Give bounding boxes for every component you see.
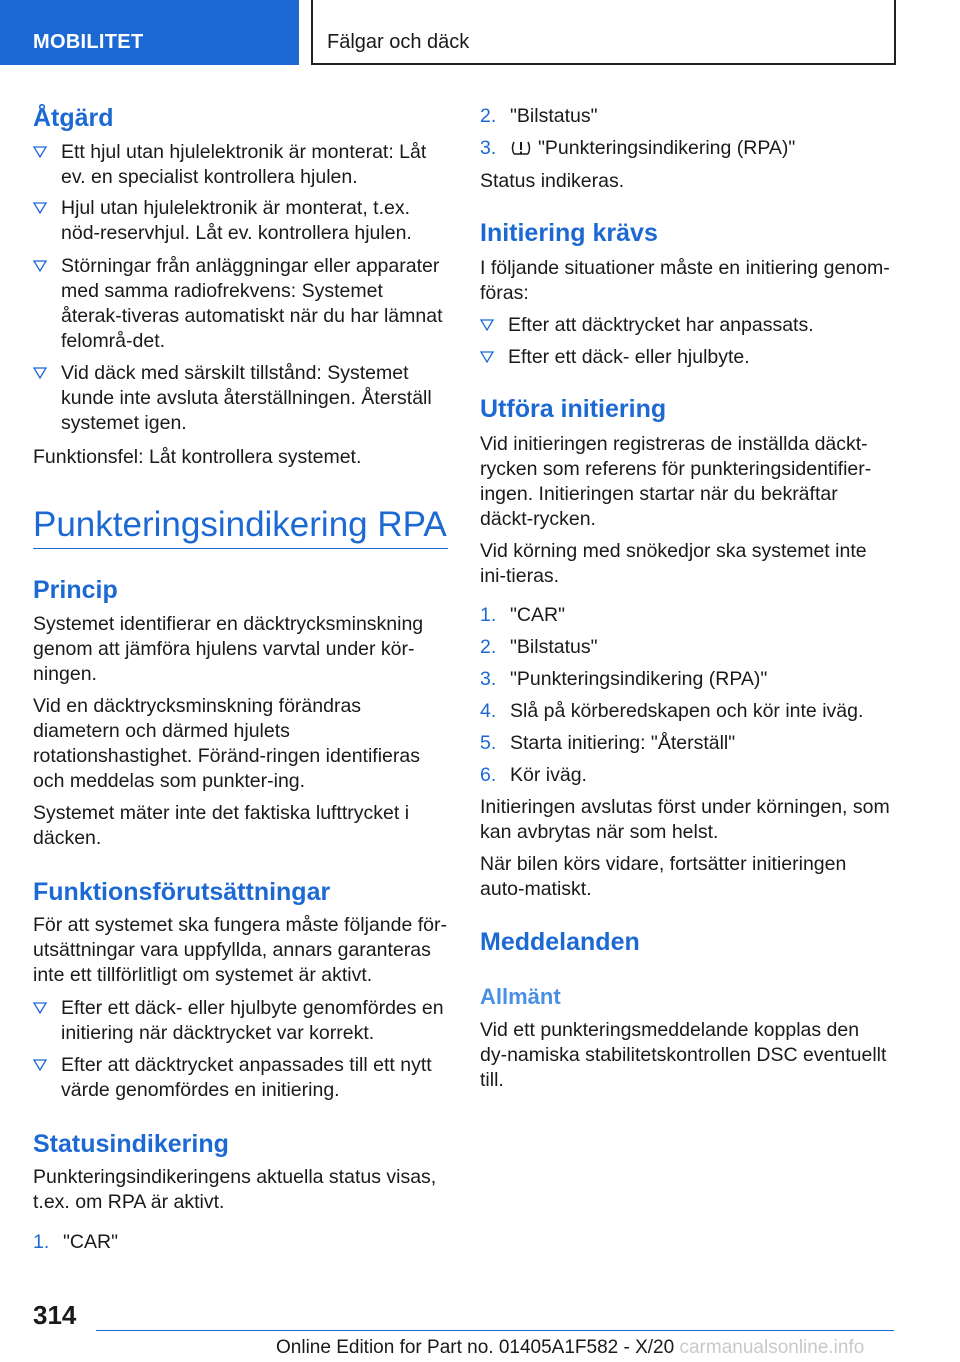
funktionsfel-text: Funktionsfel: Låt kontrollera systemet.: [33, 446, 362, 468]
section-tab: [0, 0, 299, 65]
paragraph: Vid ett punkteringsmeddelande kopplas den dy-namiska stabilitetskontrollen DSC eventuellt till.: [480, 1019, 887, 1091]
paragraph: Vid körning med snökedjor ska systemet inte ini-tieras.: [480, 540, 867, 587]
paragraph: Vid initieringen registreras de inställda däckt-rycken som referens för punkteringsidentifier-ingen. Initieringen startar när du bekräftar däckt-rycken.: [480, 433, 872, 530]
numbered-step: [480, 104, 890, 129]
numbered-step: [480, 635, 890, 660]
step-number: 1.: [480, 604, 497, 626]
step-number: 4.: [480, 700, 497, 722]
numbered-step: [480, 763, 890, 788]
list-item: [33, 996, 448, 1046]
paragraph: Vid en däcktrycksminskning förändras diametern och därmed hjulets rotationshastighet. Föränd-ringen identifieras och meddelas som punkter-ing.: [33, 695, 420, 792]
numbered-step: [480, 667, 890, 692]
list-item: [33, 361, 448, 436]
paragraph: När bilen körs vidare, fortsätter initieringen auto-matiskt.: [480, 853, 847, 900]
numbered-step: [33, 1230, 448, 1255]
step-number: 3.: [480, 137, 497, 159]
utfora-heading: Utföra initiering: [480, 395, 667, 423]
list-item-text: Störningar från anläggningar eller apparater med samma radiofrekvens: Systemet återak-tiveras automatiskt när du har lämnat felområ-det.: [61, 255, 443, 352]
step-number: 2.: [480, 636, 497, 658]
triangle-bullet-icon: [33, 145, 47, 159]
list-item: [33, 1053, 448, 1103]
step-text: Slå på körberedskapen och kör inte iväg.: [510, 700, 864, 722]
chapter-header: [311, 0, 896, 65]
footer-edition: [276, 1337, 864, 1359]
list-item-text: Efter ett däck- eller hjulbyte.: [508, 346, 750, 368]
forutsattningar-heading: Funktionsförutsättningar: [33, 878, 331, 906]
footer-rule: [96, 1330, 894, 1331]
status-heading: Statusindikering: [33, 1130, 229, 1158]
step-text: Starta initiering: "Återställ": [510, 732, 736, 754]
triangle-bullet-icon: [480, 318, 494, 332]
numbered-step: [480, 699, 890, 724]
step-number: 2.: [480, 105, 497, 127]
list-item-text: Hjul utan hjulelektronik är monterat, t.ex. nöd-reservhjul. Låt ev. kontrollera hjulen.: [61, 197, 412, 244]
init-heading: Initiering krävs: [480, 219, 658, 247]
list-item: [33, 254, 448, 354]
atgard-heading: Åtgärd: [33, 104, 114, 132]
list-item-text: Efter att däcktrycket anpassades till ett nytt värde genomfördes en initiering.: [61, 1054, 432, 1101]
triangle-bullet-icon: [33, 259, 47, 273]
paragraph: Status indikeras.: [480, 170, 625, 192]
step-text: Kör iväg.: [510, 764, 587, 786]
list-item-text: Ett hjul utan hjulelektronik är monterat: Låt ev. en specialist kontrollera hjulen.: [61, 141, 427, 188]
triangle-bullet-icon: [33, 1001, 47, 1015]
triangle-bullet-icon: [33, 201, 47, 215]
paragraph: Punkteringsindikeringens aktuella status visas, t.ex. om RPA är aktivt.: [33, 1166, 437, 1213]
step-text: "CAR": [63, 1231, 119, 1253]
meddelanden-heading: Meddelanden: [480, 928, 640, 956]
page-number: 314: [33, 1300, 77, 1330]
step-number: 1.: [33, 1231, 50, 1253]
paragraph: Systemet identifierar en däcktrycksminskning genom att jämföra hjulens varvtal under kör-ningen.: [33, 613, 424, 685]
list-item: [33, 196, 448, 246]
list-item: [33, 140, 448, 190]
step-number: 3.: [480, 668, 497, 690]
triangle-bullet-icon: [480, 350, 494, 364]
heading-rule: [33, 548, 448, 549]
tire-pressure-warning-icon: [510, 139, 532, 157]
step-text: "Bilstatus": [510, 105, 598, 127]
numbered-step: [480, 136, 890, 161]
chapter-title: Fälgar och däck: [327, 31, 470, 53]
list-item: [480, 345, 890, 370]
step-number: 6.: [480, 764, 497, 786]
list-item-text: Vid däck med särskilt tillstånd: Systemet kunde inte avsluta återställningen. Återställ systemet igen.: [61, 362, 432, 434]
step-text: "Punkteringsindikering (RPA)": [510, 668, 768, 690]
triangle-bullet-icon: [33, 366, 47, 380]
princip-heading: Princip: [33, 576, 118, 604]
triangle-bullet-icon: [33, 1058, 47, 1072]
watermark-text: carmanualsonline.info: [679, 1337, 865, 1358]
edition-text: Online Edition for Part no. 01405A1F582 - X/20: [276, 1337, 675, 1358]
step-text: "Bilstatus": [510, 636, 598, 658]
numbered-step: [480, 731, 890, 756]
allmant-heading: Allmänt: [480, 984, 561, 1009]
list-item: [480, 313, 890, 338]
paragraph: Initieringen avslutas först under körningen, som kan avbrytas när som helst.: [480, 796, 890, 843]
numbered-step: [480, 603, 890, 628]
section-tab-label: MOBILITET: [33, 31, 144, 53]
step-number: 5.: [480, 732, 497, 754]
list-item-text: Efter att däcktrycket har anpassats.: [508, 314, 814, 336]
step-text: "CAR": [510, 604, 566, 626]
main-heading: Punkteringsindikering RPA: [33, 505, 447, 544]
step-text: "Punkteringsindikering (RPA)": [538, 137, 796, 159]
paragraph: För att systemet ska fungera måste följande för-utsättningar vara uppfyllda, annars garanteras inte ett tillförlitligt om systemet är aktivt.: [33, 914, 448, 986]
list-item-text: Efter ett däck- eller hjulbyte genomfördes en initiering när däcktrycket var korrekt.: [61, 997, 444, 1044]
paragraph: Systemet mäter inte det faktiska lufttrycket i däcken.: [33, 802, 410, 849]
paragraph: [33, 445, 448, 470]
paragraph: I följande situationer måste en initiering genom-föras:: [480, 257, 890, 304]
